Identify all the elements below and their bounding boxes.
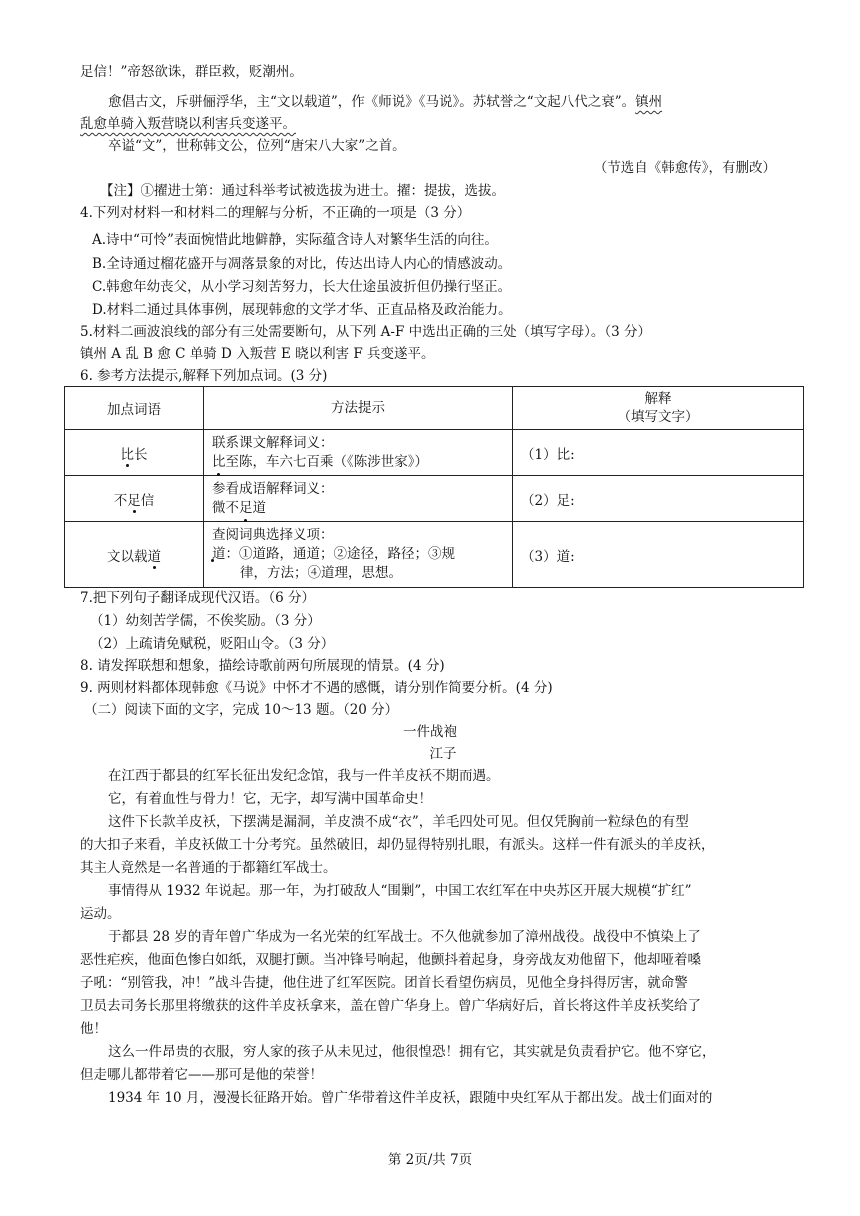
dotted-char: 足 xyxy=(127,489,141,509)
story-title: 一件战袍 xyxy=(403,724,457,740)
passage-line: 卒谥“文”，世称韩文公，位列“唐宋八大家”之首。 xyxy=(108,138,406,154)
story-paragraph-line: 于都县 28 岁的青年曾广华成为一名光荣的红军战士。不久他就参加了漳州战役。战役中不慎染上了 xyxy=(108,929,701,945)
story-paragraph-line: 但走哪儿都带着它——那可是他的荣誉！ xyxy=(80,1067,323,1083)
method-cell xyxy=(204,476,513,522)
dotted-char: 比 xyxy=(121,443,135,463)
wavy-underlined-text: 镇州 xyxy=(635,94,663,110)
story-paragraph-line: 事情得从 1932 年说起。那一年，为打破敌人“围剿”，中国工农红军在中央苏区开展大规模“扩红” xyxy=(108,883,692,899)
question-4-stem: 4.下列对材料一和材料二的理解与分析，不正确的一项是（3 分） xyxy=(80,205,471,221)
method-hint-label: 联系课文解释词义： xyxy=(212,434,334,451)
passage-line xyxy=(80,114,296,134)
method-hint-example xyxy=(212,453,504,472)
source-citation: （节选自《韩愈传》，有删改） xyxy=(593,160,776,176)
question-4-option-d: D.材料二通过具体事例，展现韩愈的文学才华、正直品格及政治能力。 xyxy=(92,302,512,318)
header-word: 加点词语 xyxy=(65,387,204,430)
story-paragraph-line: 子吼：“别管我，冲！”战斗告捷，他住进了红军医院。团首长看望伤病员，见他全身抖得厉害，就命警 xyxy=(80,975,688,991)
answer-cell[interactable]: （1）比: xyxy=(513,430,804,476)
question-5-stem: 5.材料二画波浪线的部分有三处需要断句，从下列 A-F 中选出正确的三处（填写字母）。（3 分） xyxy=(80,324,652,340)
passage-text: 愈倡古文，斥骈俪浮华，主“文以载道”，作《师说》《马说》。苏轼誉之“文起八代之衰”。 xyxy=(108,94,636,110)
method-hint-label: 参看成语解释词义： xyxy=(212,480,334,497)
example-pre: 微不 xyxy=(212,499,239,516)
passage-line: 足信！”帝怒欲诛，群臣救，贬潮州。 xyxy=(80,64,303,80)
story-paragraph-line: 这件下长款羊皮袄，下摆满是漏洞，羊皮溃不成“衣”，羊毛四处可见。但仅凭胸前一粒绿色的有型 xyxy=(108,814,689,830)
method-hint-table xyxy=(64,386,804,588)
question-8-stem: 8. 请发挥联想和想象，描绘诗歌前两句所展现的情景。(4 分) xyxy=(80,658,445,674)
story-author: 江子 xyxy=(429,746,457,762)
question-7-sentence-2: （2）上疏请免赋税，贬阳山令。（3 分） xyxy=(90,636,335,652)
question-7-stem: 7.把下列句子翻译成现代汉语。（6 分） xyxy=(80,590,316,606)
table-header-row xyxy=(65,387,804,430)
table-row xyxy=(65,476,804,522)
method-hint-continuation: 律，方法；④道理，思想。 xyxy=(240,565,402,581)
header-answer xyxy=(513,387,804,430)
word-cell xyxy=(65,430,204,476)
question-7-sentence-1: （1）幼刻苦学儒，不俟奖励。（3 分） xyxy=(90,613,321,629)
wavy-underlined-text: 乱愈单骑入叛营晓以利害兵变遂平。 xyxy=(80,116,296,132)
example-post: 道 xyxy=(252,499,266,516)
header-answer-line2: （填写文字） xyxy=(617,409,699,425)
word-cell xyxy=(65,476,204,522)
story-paragraph-line: 恶性疟疾，他面色惨白如纸，双腿打颤。当冲锋号响起，他颤抖着起身，身旁战友劝他留下，他却哑着嗓 xyxy=(80,952,701,968)
method-cell xyxy=(204,522,513,588)
method-hint-label: 查阅词典选择义项： xyxy=(212,527,334,543)
story-paragraph-line: 他！ xyxy=(80,1021,107,1037)
story-paragraph-line: 卫员去司务长那里将缴获的这件羊皮袄拿来，盖在曾广华身上。曾广华病好后，首长将这件羊皮袄奖给了 xyxy=(80,998,701,1014)
story-paragraph-line: 这么一件昂贵的衣服，穷人家的孩子从未见过，他很惶恐！拥有它，其实就是负责看护它。他不穿它， xyxy=(108,1044,716,1060)
dotted-char: 道 xyxy=(148,545,162,565)
table-row xyxy=(65,430,804,476)
word-cell xyxy=(65,522,204,588)
story-paragraph-line: 运动。 xyxy=(80,906,121,922)
story-paragraph-line: 的大扣子来看，羊皮袄做工十分考究。虽然破旧，却仍显得特别扎眼，有派头。这样一件有派头的羊皮袄， xyxy=(80,837,715,853)
method-hint-example xyxy=(212,499,504,518)
header-answer-line1: 解释 xyxy=(644,391,672,407)
question-4-option-a: A.诗中“可怜”表面惋惜此地僻静，实际蕴含诗人对繁华生活的向往。 xyxy=(92,232,498,248)
story-paragraph-line: 1934 年 10 月，漫漫长征路开始。曾广华带着这件羊皮袄，跟随中央红军从于都出发。战士们面对的 xyxy=(108,1090,713,1106)
word-pre: 不 xyxy=(113,492,128,509)
question-9-stem: 9. 两则材料都体现韩愈《马说》中怀才不遇的感慨，请分别作简要分析。(4 分) xyxy=(80,680,553,696)
word-post: 信 xyxy=(140,492,155,509)
dotted-char: 比 xyxy=(212,453,226,470)
story-paragraph-line: 其主人竟然是一名普通的于都籍红军战士。 xyxy=(80,860,337,876)
question-4-option-b: B.全诗通过榴花盛开与凋落景象的对比，传达出诗人内心的情感波动。 xyxy=(92,256,512,272)
question-5-text: 镇州 A 乱 B 愈 C 单骑 D 入叛营 E 晓以利害 F 兵变遂平。 xyxy=(80,346,435,362)
passage-line xyxy=(108,92,662,112)
story-paragraph-line: 在江西于都县的红军长征出发纪念馆，我与一件羊皮袄不期而遇。 xyxy=(108,768,500,784)
table-row xyxy=(65,522,804,588)
header-method: 方法提示 xyxy=(204,387,513,430)
word-pre: 文以载 xyxy=(107,548,148,565)
method-hint-example xyxy=(212,545,504,564)
word-post: 长 xyxy=(134,446,148,463)
example-post: 道：①道路，通道；②途径，路径；③规 xyxy=(212,546,455,562)
question-6-stem: 6. 参考方法提示,解释下列加点词。(3 分) xyxy=(80,368,328,384)
page-number: 第 2页/共 7页 xyxy=(387,1152,473,1168)
answer-cell[interactable]: （3）道: xyxy=(513,522,804,588)
question-4-option-c: C.韩愈年幼丧父，从小学习刻苦努力，长大仕途虽波折但仍操行坚正。 xyxy=(92,279,512,295)
section-2-heading: （二）阅读下面的文字，完成 10～13 题。（20 分） xyxy=(84,702,399,718)
method-cell xyxy=(204,430,513,476)
story-paragraph-line: 它，有着血性与骨力！它，无字，却写满中国革命史！ xyxy=(108,791,432,807)
dotted-char: 足 xyxy=(239,499,253,516)
example-post: 至陈，车六七百乘（《陈涉世家》） xyxy=(225,453,428,470)
annotation-note: 【注】①擢进士第：通过科举考试被选拔为进士。擢：提拔，选拔。 xyxy=(100,183,505,199)
answer-cell[interactable]: （2）足: xyxy=(513,476,804,522)
